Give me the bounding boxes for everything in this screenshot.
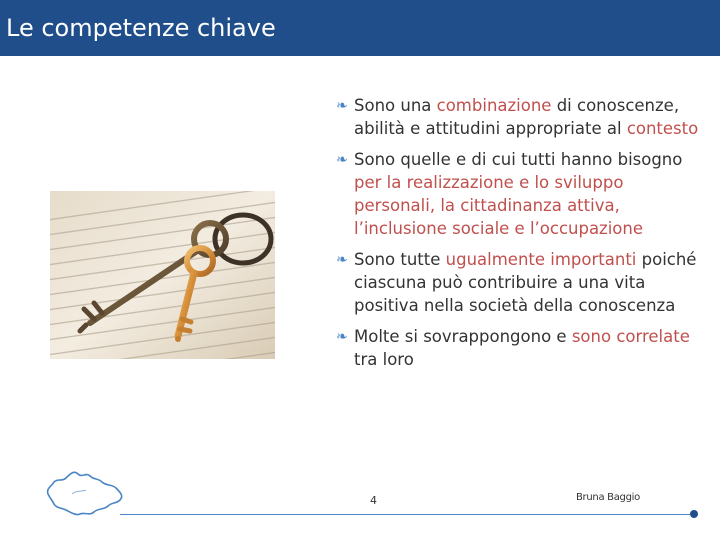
footer-dot: [690, 510, 698, 518]
bullet-text: Sono una combinazione di conoscenze, abilità e attitudini appropriate al contesto: [354, 96, 699, 138]
region-map-logo: [42, 464, 128, 520]
bullet-text: Molte si sovrappongono e sono correlate tra loro: [354, 327, 690, 369]
bullet-marker-icon: ❧: [336, 98, 348, 114]
bullet-item: [336, 148, 706, 240]
author-name: Bruna Baggio: [576, 492, 640, 503]
slide-title: Le competenze chiave: [6, 14, 276, 42]
title-bar: [0, 0, 720, 56]
bullet-text: Sono quelle e di cui tutti hanno bisogno per la realizzazione e lo sviluppo personali, la cittadinanza attiva, l’inclusione sociale e l’occupazione: [354, 150, 683, 238]
bullet-marker-icon: ❧: [336, 329, 348, 345]
bullet-item: [336, 248, 706, 317]
bullet-text: Sono tutte ugualmente importanti poiché ciascuna può contribuire a una vita positiva nella società della conoscenza: [354, 250, 697, 315]
bullet-list: [336, 94, 706, 379]
page-number: 4: [370, 494, 377, 507]
bullet-item: [336, 94, 706, 140]
keys-photo: [50, 191, 275, 359]
bullet-item: [336, 325, 706, 371]
footer-divider: [120, 514, 694, 515]
bullet-marker-icon: ❧: [336, 152, 348, 168]
bullet-marker-icon: ❧: [336, 252, 348, 268]
